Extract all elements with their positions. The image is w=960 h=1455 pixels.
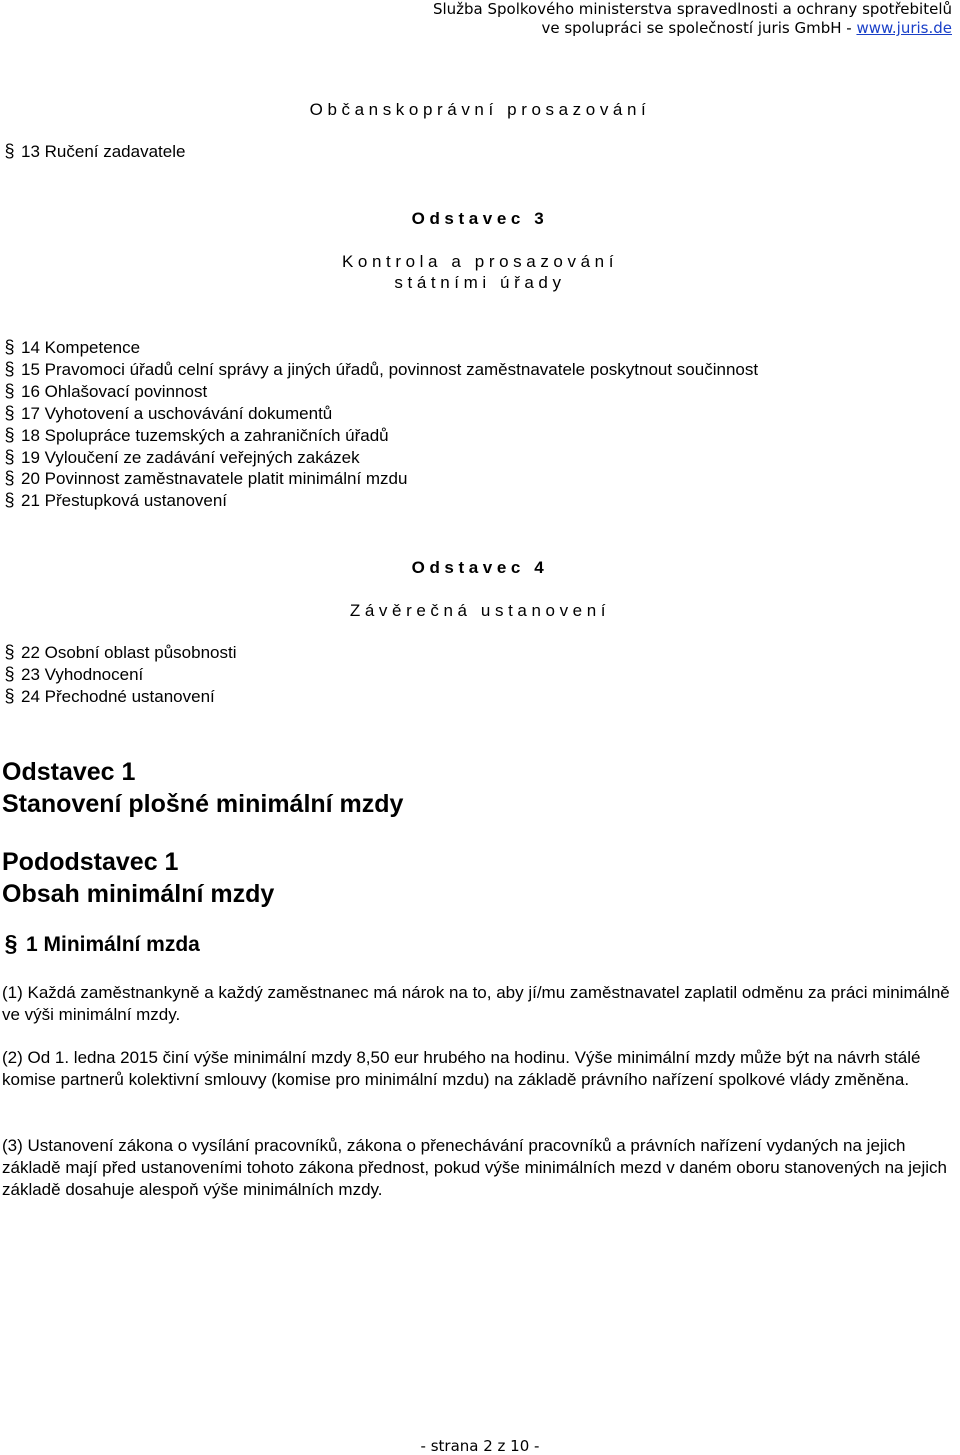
section-title-label: 1 Minimální mzda: [26, 933, 200, 956]
toc-item-label: 17 Vyhotovení a uschovávání dokumentů: [21, 403, 333, 423]
header-line-2-prefix: ve spolupráci se společností juris GmbH -: [541, 19, 857, 37]
toc-section4: [2, 642, 236, 708]
section-title: [2, 930, 200, 958]
toc-item-label: 16 Ohlašovací povinnost: [21, 381, 208, 401]
paragraph-3: (3) Ustanovení zákona o vysílání pracovníků, zákona o přenechávání pracovníků a právních nařízení vydaných na jejich základě mají před ustanoveními tohoto zákona přednost, pokud výše minimálních mezd v daném oboru stanovených na jejich základě dosahuje alespoň výše minimálních mzdy.: [2, 1136, 947, 1199]
toc-item-label: 24 Přechodné ustanovení: [21, 686, 215, 706]
heading-stanoveni: Stanovení plošné minimální mzdy: [2, 790, 404, 818]
section4-subtitle: Závěrečná ustanovení: [349, 601, 611, 620]
toc-item-label: 13 Ručení zadavatele: [21, 142, 186, 161]
toc-item[interactable]: [2, 686, 236, 708]
toc-item[interactable]: [2, 337, 758, 359]
toc-section3: [2, 337, 758, 512]
toc-item[interactable]: [2, 425, 758, 447]
section-sign-icon: §: [4, 930, 18, 956]
heading-pododstavec-1: Pododstavec 1: [2, 848, 179, 876]
section3-subtitle-1: Kontrola a prosazování: [341, 252, 619, 271]
toc-civil: [2, 141, 185, 163]
paragraph-1: (1) Každá zaměstnankyně a každý zaměstnanec má nárok na to, aby jí/mu zaměstnavatel zaplatil odměnu za práci minimálně ve výši minimální mzdy.: [2, 983, 950, 1024]
section4-heading: Odstavec 4: [411, 558, 549, 577]
juris-link[interactable]: www.juris.de: [856, 19, 952, 37]
heading-obsah: Obsah minimální mzdy: [2, 880, 275, 908]
toc-item-label: 21 Přestupková ustanovení: [21, 491, 228, 511]
section-civil-title: Občanskoprávní prosazování: [309, 100, 651, 119]
toc-item[interactable]: [2, 664, 236, 686]
section-sign-icon: §: [4, 358, 15, 379]
header-line-2: [433, 19, 952, 38]
section3-heading: Odstavec 3: [411, 209, 549, 228]
toc-item-label: 19 Vyloučení ze zadávání veřejných zakázek: [21, 447, 360, 467]
section-sign-icon: §: [4, 402, 15, 423]
section-sign-icon: §: [4, 446, 15, 467]
section-sign-icon: §: [4, 424, 15, 445]
section-sign-icon: §: [4, 642, 15, 662]
heading-odstavec-1: Odstavec 1: [2, 758, 136, 786]
paragraph-2: (2) Od 1. ledna 2015 činí výše minimální mzdy 8,50 eur hrubého na hodinu. Výše minimální mzdy může být na návrh stálé komise partnerů kolektivní smlouvy (komise pro minimální mzdu) na základě právního nařízení spolkové vlády změněna.: [2, 1048, 921, 1089]
main-heading-2: [2, 846, 274, 910]
header-line-1: Služba Spolkového ministerstva spravedlnosti a ochrany spotřebitelů: [432, 0, 952, 18]
section-sign-icon: §: [4, 380, 15, 401]
toc-item-label: 18 Spolupráce tuzemských a zahraničních úřadů: [21, 425, 389, 445]
toc-item-label: 20 Povinnost zaměstnavatele platit minimální mzdu: [21, 469, 408, 489]
section3-subtitle-2: státními úřady: [394, 273, 566, 292]
toc-item[interactable]: [2, 490, 758, 512]
toc-item-label: 22 Osobní oblast působnosti: [21, 643, 237, 662]
toc-item-label: 14 Kompetence: [21, 338, 141, 357]
toc-item[interactable]: [2, 468, 758, 490]
toc-item[interactable]: [2, 642, 236, 664]
page-number: - strana 2 z 10 -: [420, 1437, 540, 1455]
main-heading-1: [2, 756, 403, 820]
section-sign-icon: §: [4, 685, 15, 706]
section-sign-icon: §: [4, 141, 15, 161]
toc-item-label: 23 Vyhodnocení: [21, 664, 144, 684]
toc-item[interactable]: [2, 141, 185, 163]
toc-item[interactable]: [2, 359, 758, 381]
section-sign-icon: §: [4, 468, 15, 489]
section-sign-icon: §: [4, 663, 15, 684]
toc-item[interactable]: [2, 447, 758, 469]
page-header: [433, 0, 952, 38]
toc-item-label: 15 Pravomoci úřadů celní správy a jiných úřadů, povinnost zaměstnavatele poskytnout součinnost: [21, 359, 759, 379]
section-sign-icon: §: [4, 337, 15, 357]
toc-item[interactable]: [2, 381, 758, 403]
section-sign-icon: §: [4, 490, 15, 511]
toc-item[interactable]: [2, 403, 758, 425]
